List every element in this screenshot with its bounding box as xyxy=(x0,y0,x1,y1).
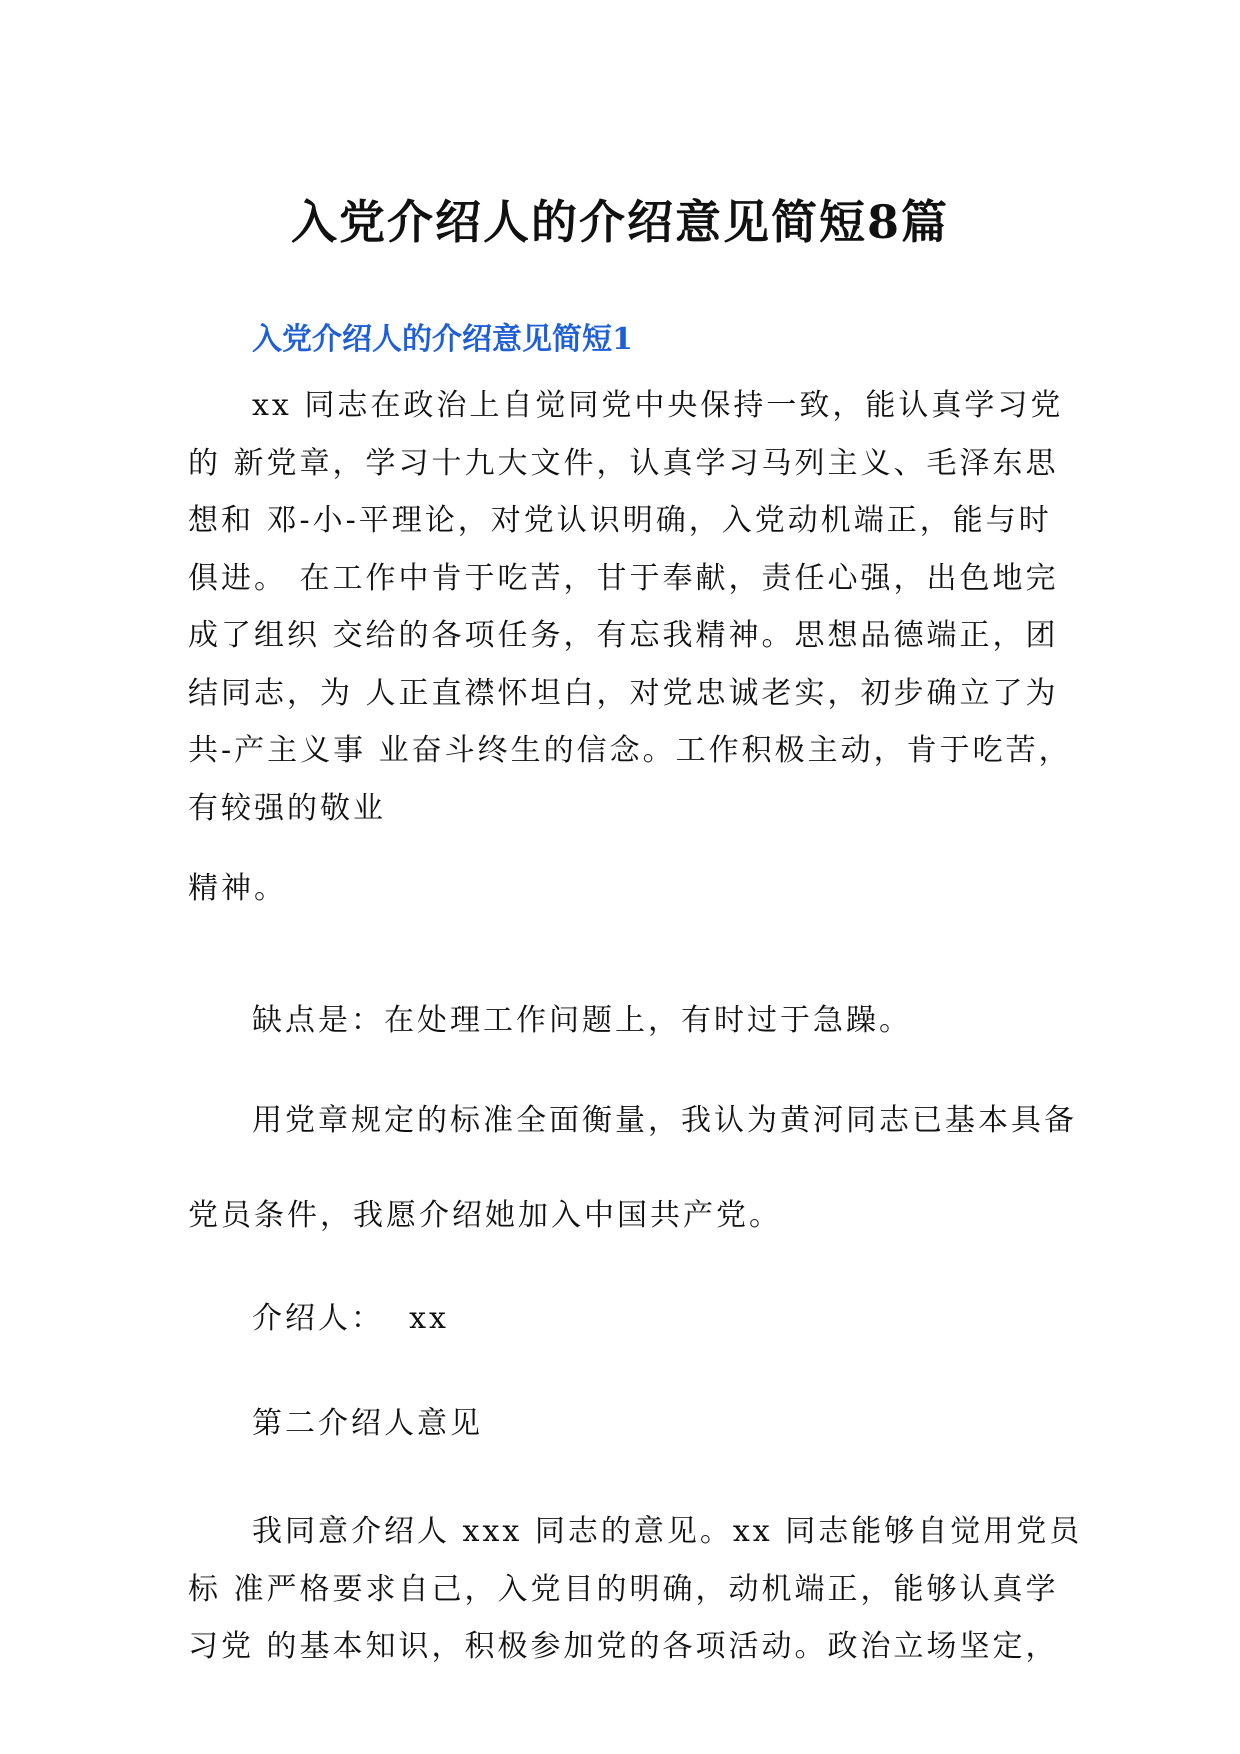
evaluation-text-1: 用党章规定的标准全面衡量，我认为黄河同志已基本具备 xyxy=(252,1103,1077,1138)
evaluation-text-2: 党员条件，我愿介绍她加入中国共产党。 xyxy=(188,1198,782,1233)
introducer-line xyxy=(188,1290,1050,1348)
paragraph-2 xyxy=(188,1503,1083,1676)
paragraph-1-line: 成了组织 交给的各项任务，有忘我精神。思想品德端正，团 xyxy=(188,618,1059,653)
paragraph-1-line: 的 新党章，学习十九大文件，认真学习马列主义、毛泽东思 xyxy=(188,445,1059,481)
paragraph-1-line: 有较强的敬业 xyxy=(188,790,386,826)
document-title: 入党介绍人的介绍意见简短8篇 xyxy=(290,195,949,249)
shortcoming-paragraph xyxy=(188,992,1050,1050)
evaluation-line-2 xyxy=(188,1187,1050,1245)
paragraph-1-tail-text: 精神。 xyxy=(188,871,287,906)
paragraph-1-line: 结同志，为 人正直襟怀坦白，对党忠诚老实，初步确立了为 xyxy=(188,675,1059,711)
paragraph-1-line: xx 同志在政治上自觉同党中央保持一致，能认真学习党 xyxy=(252,388,1064,423)
paragraph-2-line: 我同意介绍人 xxx 同志的意见。xx 同志能够自觉用党员 xyxy=(252,1514,1083,1549)
paragraph-1-line: 共-产主义事 业奋斗终生的信念。工作积极主动，肯于吃苦， xyxy=(188,733,1072,768)
second-introducer-heading xyxy=(188,1395,1050,1453)
introducer-text: 介绍人： xx xyxy=(252,1301,449,1336)
paragraph-1-line: 想和 邓-小-平理论，对党认识明确，入党动机端正，能与时 xyxy=(188,503,1052,538)
paragraph-2-line: 标 准严格要求自己，入党目的明确，动机端正，能够认真学 xyxy=(188,1571,1059,1607)
evaluation-line-1 xyxy=(188,1092,1077,1150)
shortcoming-text: 缺点是：在处理工作问题上，有时过于急躁。 xyxy=(252,1003,912,1038)
paragraph-2-line: 习党 的基本知识，积极参加党的各项活动。政治立场坚定， xyxy=(188,1629,1059,1664)
second-introducer-heading-text: 第二介绍人意见 xyxy=(252,1406,483,1441)
section-heading: 入党介绍人的介绍意见简短1 xyxy=(252,322,633,357)
paragraph-1-tail xyxy=(188,860,1050,918)
paragraph-1-line: 俱进。 在工作中肯于吃苦，甘于奉献，责任心强，出色地完 xyxy=(188,560,1059,596)
paragraph-1 xyxy=(188,377,1072,837)
